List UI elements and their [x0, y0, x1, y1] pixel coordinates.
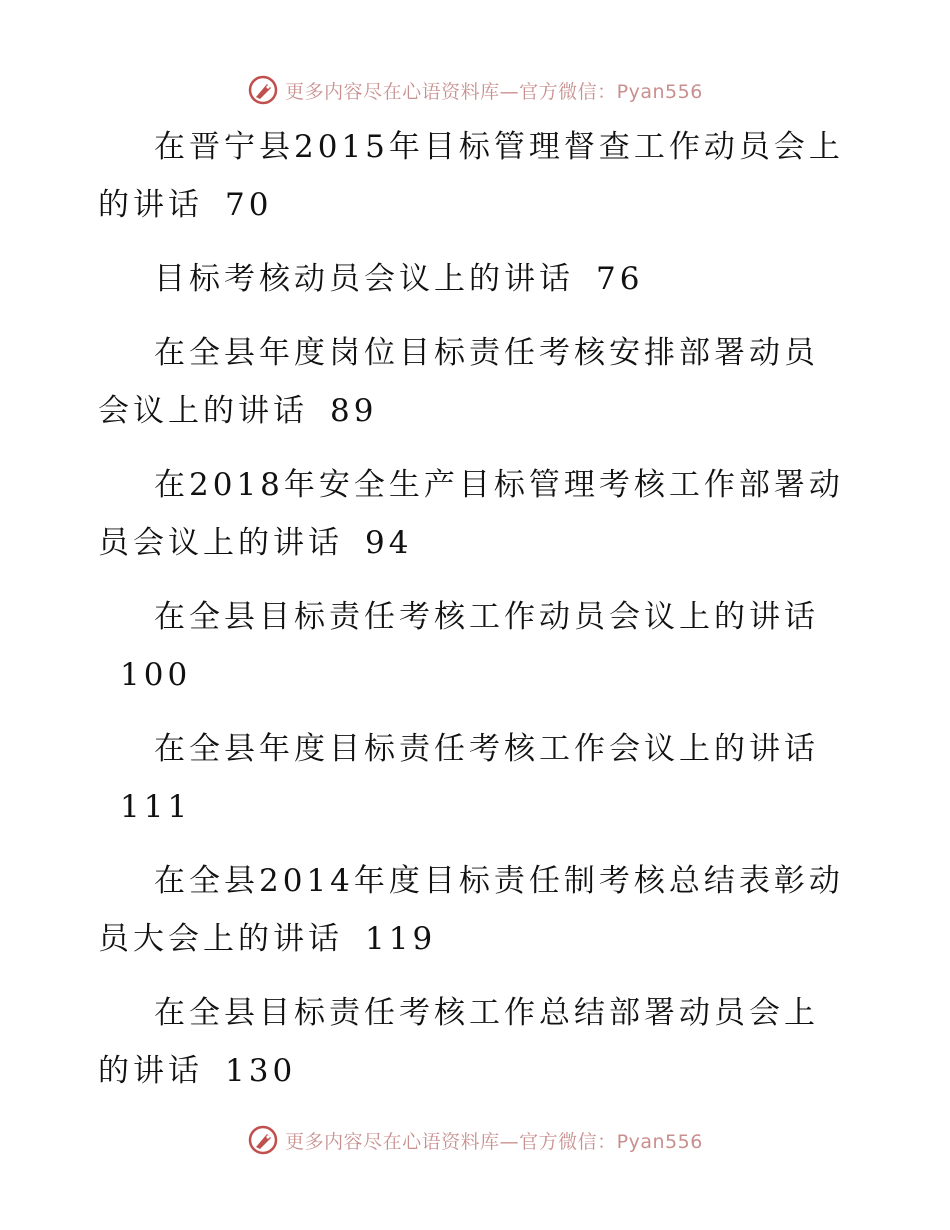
toc-entry-page: 76: [596, 261, 644, 297]
toc-entry-title: 在全县目标责任考核工作动员会议上的讲话: [154, 599, 819, 635]
pen-nib-icon: [247, 1124, 279, 1156]
toc-entry-title: 在全县目标责任考核工作总结部署动员会上的讲话: [98, 995, 819, 1089]
toc-entry-page: 111: [120, 789, 192, 825]
toc-entry[interactable]: [98, 250, 853, 308]
toc-entry[interactable]: [98, 984, 853, 1100]
toc-entry-page: 94: [365, 525, 413, 561]
toc-entry[interactable]: [98, 852, 853, 968]
toc-entry-title: 在晋宁县2015年目标管理督查工作动员会上的讲话: [98, 129, 844, 223]
toc-entry-page: 130: [225, 1053, 297, 1089]
toc-entry-page: 100: [120, 657, 192, 693]
pen-nib-icon: [247, 74, 279, 106]
toc-entry[interactable]: [98, 118, 853, 234]
header-banner: [0, 70, 950, 110]
footer-banner: [0, 1120, 950, 1160]
toc-entry[interactable]: [98, 588, 853, 704]
toc-entry-page: 119: [365, 921, 437, 957]
toc-entry-title: 目标考核动员会议上的讲话: [154, 261, 574, 297]
banner-text: 更多内容尽在心语资料库—官方微信：Pyan556: [285, 1130, 703, 1153]
toc-entry-page: 70: [225, 187, 273, 223]
toc-entry[interactable]: [98, 324, 853, 440]
toc-entry-page: 89: [330, 393, 378, 429]
toc-entry-title: 在全县年度目标责任考核工作会议上的讲话: [154, 731, 819, 767]
toc-entry-title: 在2018年安全生产目标管理考核工作部署动员会议上的讲话: [98, 467, 844, 561]
banner-text: 更多内容尽在心语资料库—官方微信：Pyan556: [285, 80, 703, 103]
table-of-contents: [98, 118, 853, 1116]
toc-entry-title: 在全县2014年度目标责任制考核总结表彰动员大会上的讲话: [98, 863, 844, 957]
toc-entry[interactable]: [98, 456, 853, 572]
toc-entry-title: 在全县年度岗位目标责任考核安排部署动员会议上的讲话: [98, 335, 819, 429]
toc-entry[interactable]: [98, 720, 853, 836]
